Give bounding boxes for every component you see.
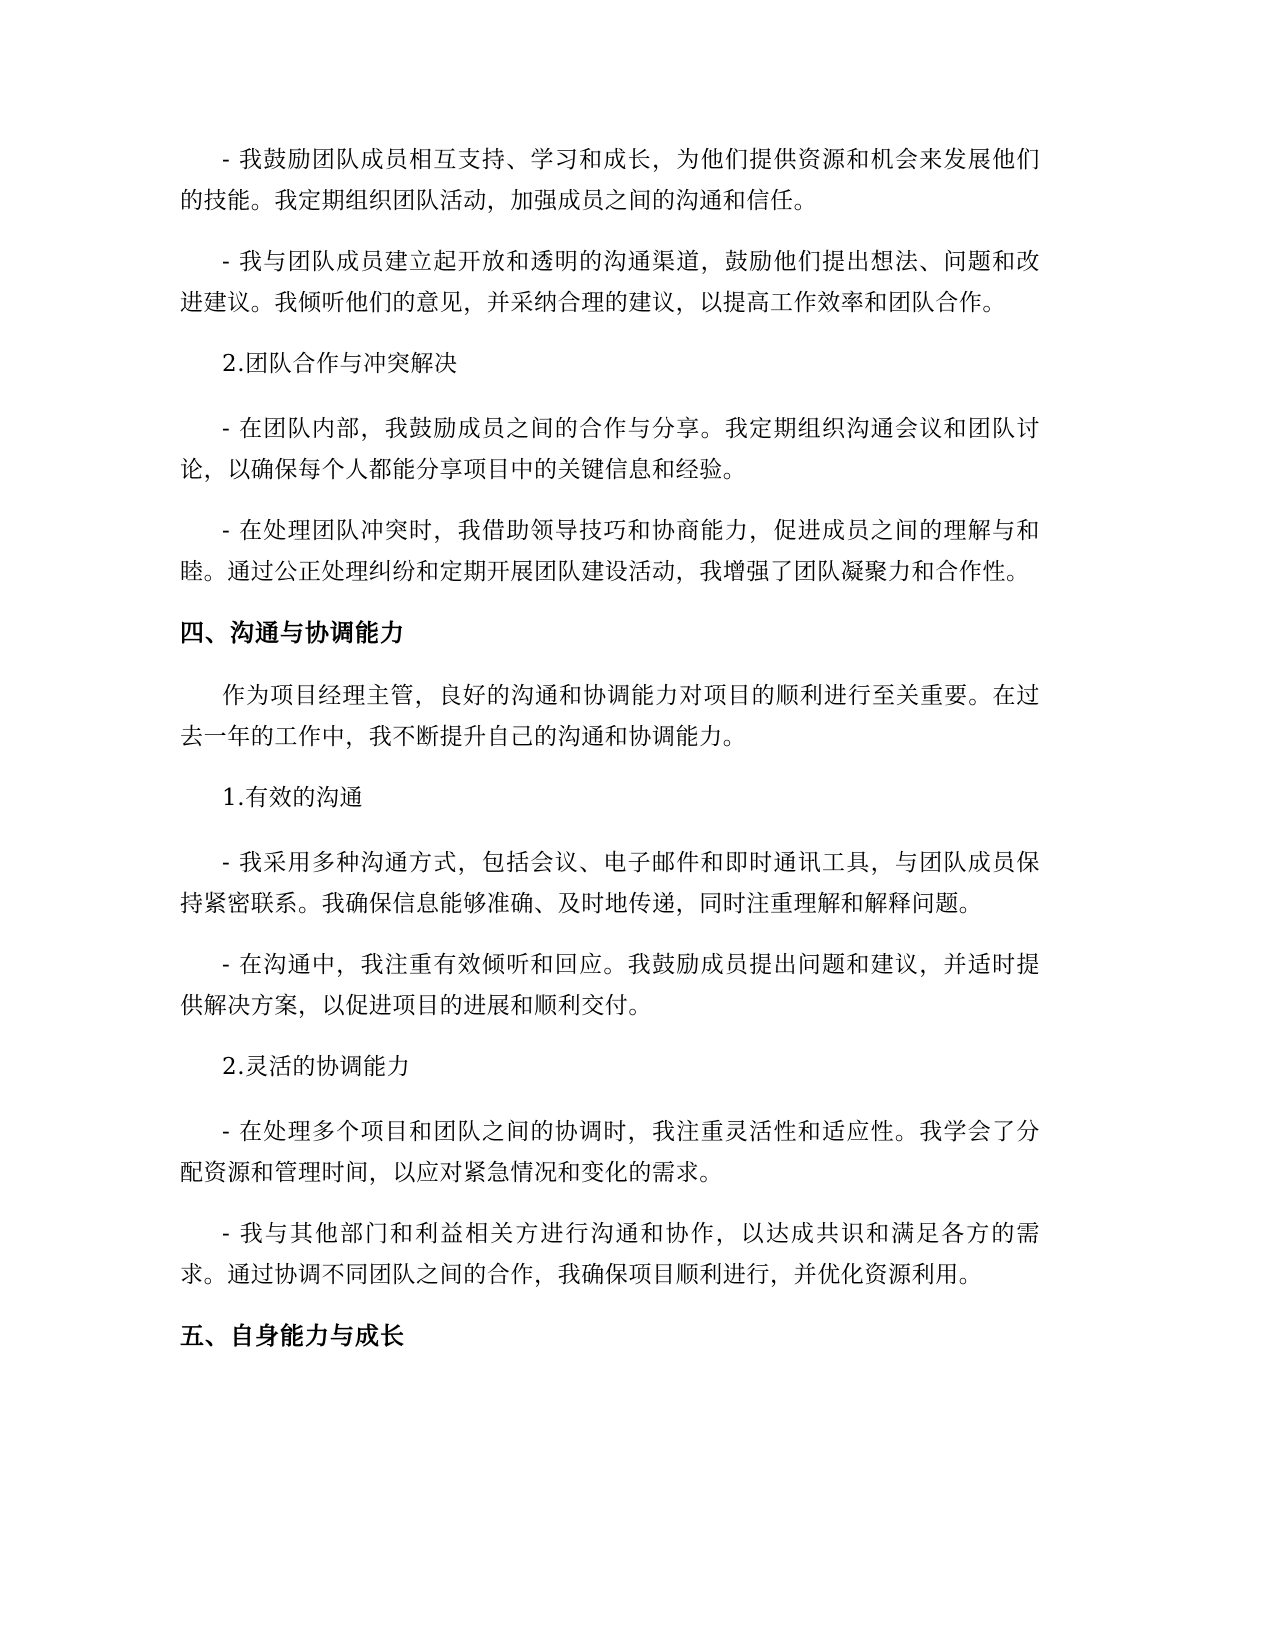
paragraph-listening: - 在沟通中，我注重有效倾听和回应。我鼓励成员提出问题和建议，并适时提供解决方案，以促进项目的进展和顺利交付。 — [180, 952, 1040, 1019]
paragraph-cross-department: - 我与其他部门和利益相关方进行沟通和协作，以达成共识和满足各方的需求。通过协调不同团队之间的合作，我确保项目顺利进行，并优化资源利用。 — [180, 1221, 1040, 1288]
subheading-team-cooperation: 2.团队合作与冲突解决 — [222, 351, 458, 377]
paragraph-multi-project-coordination: - 在处理多个项目和团队之间的协调时，我注重灵活性和适应性。我学会了分配资源和管理时间，以应对紧急情况和变化的需求。 — [180, 1119, 1040, 1186]
paragraph-communication-intro: 作为项目经理主管，良好的沟通和协调能力对项目的顺利进行至关重要。在过去一年的工作中，我不断提升自己的沟通和协调能力。 — [180, 683, 1040, 750]
section-heading-self-growth: 五、自身能力与成长 — [180, 1322, 405, 1350]
paragraph-communication-methods: - 我采用多种沟通方式，包括会议、电子邮件和即时通讯工具，与团队成员保持紧密联系。我确保信息能够准确、及时地传递，同时注重理解和解释问题。 — [180, 850, 1040, 917]
paragraph-open-communication: - 我与团队成员建立起开放和透明的沟通渠道，鼓励他们提出想法、问题和改进建议。我倾听他们的意见，并采纳合理的建议，以提高工作效率和团队合作。 — [180, 249, 1040, 316]
subheading-flexible-coordination: 2.灵活的协调能力 — [222, 1054, 411, 1080]
paragraph-internal-cooperation: - 在团队内部，我鼓励成员之间的合作与分享。我定期组织沟通会议和团队讨论，以确保每个人都能分享项目中的关键信息和经验。 — [180, 416, 1040, 483]
subheading-effective-communication: 1.有效的沟通 — [222, 785, 364, 811]
section-heading-communication: 四、沟通与协调能力 — [180, 619, 405, 647]
document-body — [180, 140, 1040, 1379]
paragraph-team-growth: - 我鼓励团队成员相互支持、学习和成长，为他们提供资源和机会来发展他们的技能。我定期组织团队活动，加强成员之间的沟通和信任。 — [180, 147, 1040, 214]
paragraph-conflict-resolution: - 在处理团队冲突时，我借助领导技巧和协商能力，促进成员之间的理解与和睦。通过公正处理纠纷和定期开展团队建设活动，我增强了团队凝聚力和合作性。 — [180, 518, 1040, 585]
